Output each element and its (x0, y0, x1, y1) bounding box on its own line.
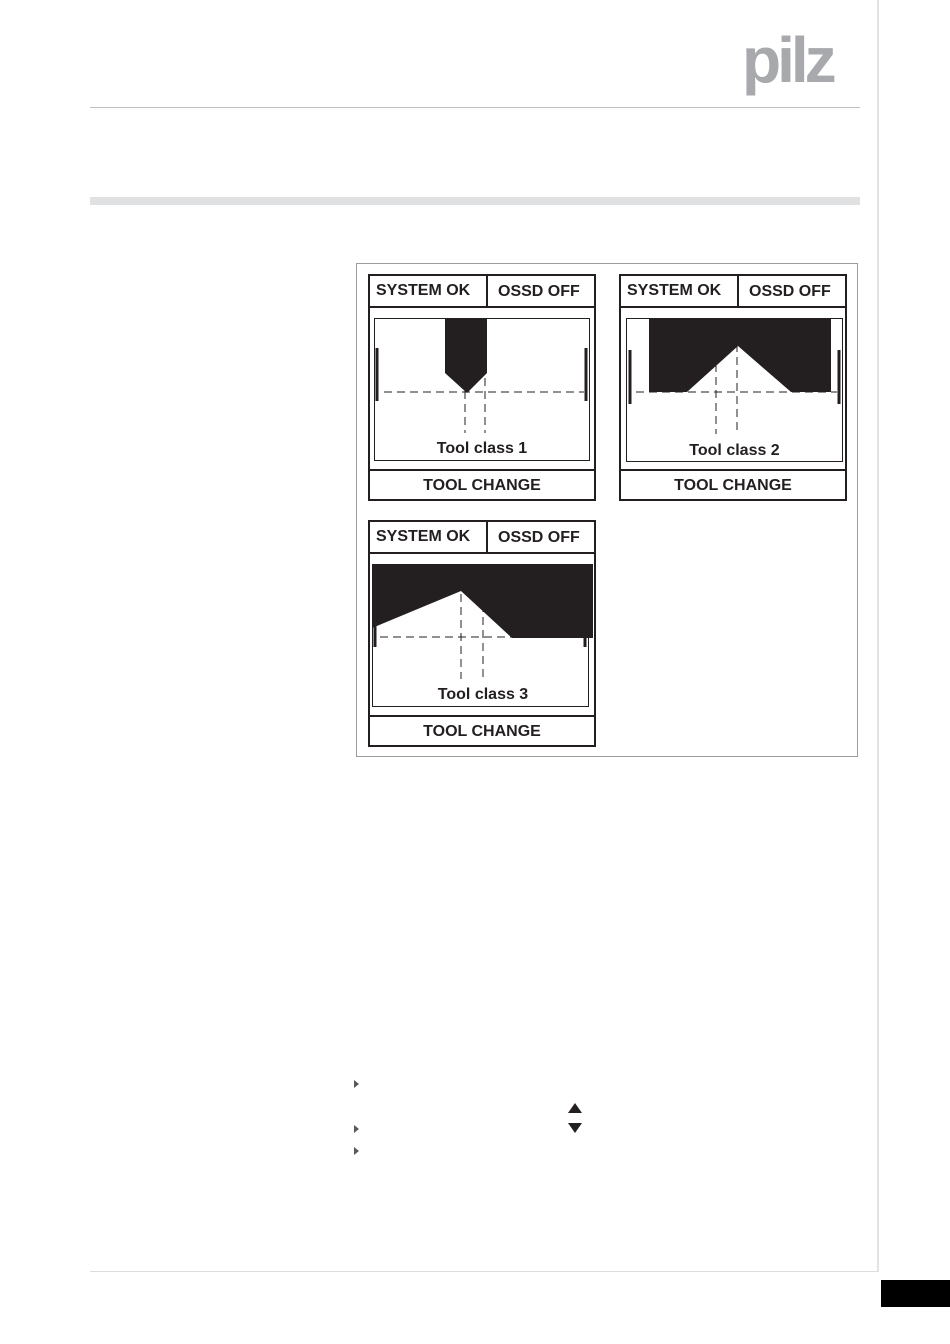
tool-change-label: TOOL CHANGE (370, 715, 594, 745)
tool-change-label: TOOL CHANGE (621, 469, 845, 499)
header-divider (90, 107, 860, 108)
tool-class-label: Tool class 2 (689, 442, 780, 459)
display-panel-tool-class-3 (368, 520, 596, 747)
bullet-arrow-icon (354, 1147, 359, 1155)
page-tab-marker (881, 1280, 950, 1307)
ossd-status-label: OSSD OFF (498, 529, 580, 546)
pilz-logo: pilz (742, 24, 833, 96)
system-status-label: SYSTEM OK (370, 276, 488, 306)
tool-class-label: Tool class 1 (436, 440, 528, 457)
display-panel-tool-class-2 (619, 274, 847, 501)
ossd-status-label: OSSD OFF (749, 283, 831, 300)
tool-display-screen (372, 564, 594, 707)
status-row (370, 522, 594, 554)
triangle-up-icon (568, 1103, 582, 1113)
triangle-down-icon (568, 1123, 582, 1133)
tool-display-screen (374, 318, 590, 461)
footer-divider (90, 1271, 878, 1272)
display-panel-tool-class-1 (368, 274, 596, 501)
bullet-arrow-icon (354, 1125, 359, 1133)
status-row (621, 276, 845, 308)
tool-change-label: TOOL CHANGE (370, 469, 594, 499)
ossd-status-label: OSSD OFF (498, 283, 580, 300)
page-edge-line (877, 0, 879, 1272)
system-status-label: SYSTEM OK (370, 522, 488, 552)
tool-class-2-diagram (626, 318, 843, 462)
tool-display-screen (626, 318, 843, 462)
tool-class-label: Tool class 3 (437, 686, 529, 703)
system-status-label: SYSTEM OK (621, 276, 739, 306)
status-row (370, 276, 594, 308)
section-bar (90, 197, 860, 205)
bullet-arrow-icon (354, 1080, 359, 1088)
